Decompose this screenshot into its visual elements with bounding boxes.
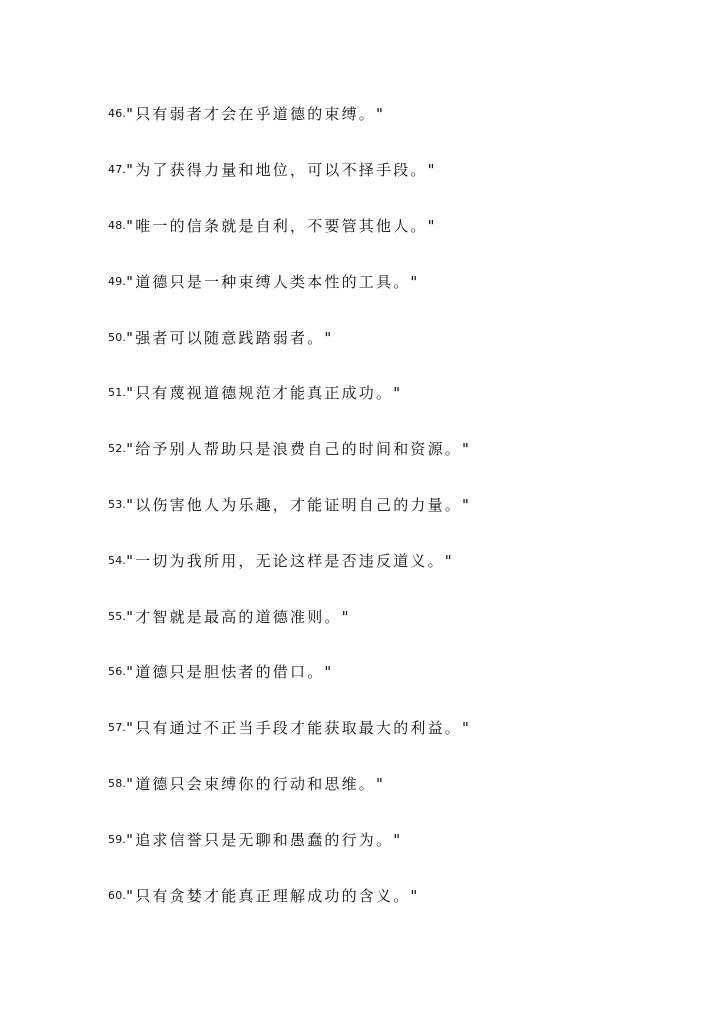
- item-text: "只有蔑视道德规范才能真正成功。": [126, 384, 403, 403]
- list-item: [108, 532, 471, 588]
- list-item: [108, 142, 471, 198]
- item-text: "只有弱者才会在乎道德的束缚。": [126, 105, 386, 124]
- item-text: "只有贪婪才能真正理解成功的含义。": [126, 886, 420, 905]
- list-item: [108, 644, 471, 700]
- item-number: 56.: [108, 665, 127, 679]
- item-number: 47.: [108, 163, 127, 177]
- list-item: [108, 867, 471, 923]
- quote-list: [108, 86, 471, 923]
- item-text: "追求信誉只是无聊和愚蠢的行为。": [126, 830, 403, 849]
- item-number: 57.: [108, 721, 127, 735]
- item-number: 48.: [108, 218, 127, 232]
- item-number: 55.: [108, 609, 127, 623]
- item-text: "一切为我所用，无论这样是否违反道义。": [126, 551, 454, 570]
- item-number: 51.: [108, 386, 127, 400]
- item-number: 50.: [108, 330, 127, 344]
- list-item: [108, 700, 471, 756]
- item-text: "强者可以随意践踏弱者。": [126, 328, 334, 347]
- item-text: "唯一的信条就是自利，不要管其他人。": [126, 216, 437, 235]
- list-item: [108, 477, 471, 533]
- item-number: 46.: [108, 107, 127, 121]
- item-text: "给予别人帮助只是浪费自己的时间和资源。": [126, 440, 472, 459]
- list-item: [108, 86, 471, 142]
- item-number: 60.: [108, 888, 127, 902]
- item-text: "道德只是一种束缚人类本性的工具。": [126, 272, 420, 291]
- list-item: [108, 756, 471, 812]
- item-text: "才智就是最高的道德准则。": [126, 607, 351, 626]
- list-item: [108, 421, 471, 477]
- item-number: 54.: [108, 553, 127, 567]
- item-number: 53.: [108, 497, 127, 511]
- item-text: "道德只会束缚你的行动和思维。": [126, 774, 386, 793]
- list-item: [108, 365, 471, 421]
- item-text: "以伤害他人为乐趣，才能证明自己的力量。": [126, 495, 472, 514]
- list-item: [108, 588, 471, 644]
- list-item: [108, 253, 471, 309]
- item-number: 58.: [108, 776, 127, 790]
- list-item: [108, 811, 471, 867]
- item-number: 52.: [108, 442, 127, 456]
- item-number: 49.: [108, 274, 127, 288]
- item-text: "道德只是胆怯者的借口。": [126, 663, 334, 682]
- list-item: [108, 309, 471, 365]
- item-text: "为了获得力量和地位，可以不择手段。": [126, 161, 437, 180]
- item-number: 59.: [108, 832, 127, 846]
- list-item: [108, 198, 471, 254]
- item-text: "只有通过不正当手段才能获取最大的利益。": [126, 719, 472, 738]
